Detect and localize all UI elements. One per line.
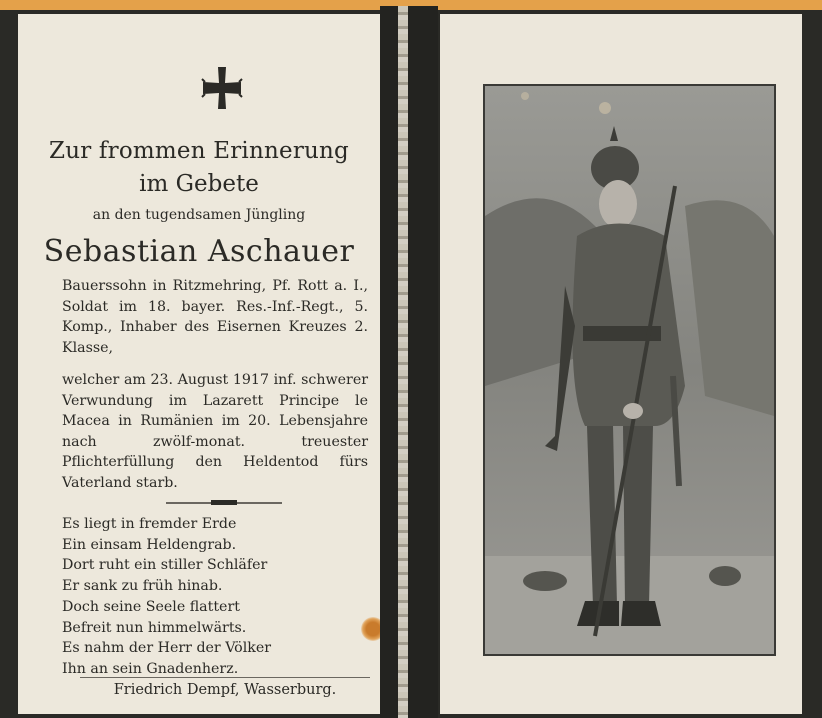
text-panel	[18, 14, 380, 714]
poem-line: Er sank zu früh hinab.	[62, 578, 223, 595]
torn-fold-line	[398, 6, 408, 718]
poem-line: Befreit nun himmelwärts.	[62, 619, 247, 636]
poem-line: Doch seine Seele flattert	[62, 598, 240, 615]
soldier-photo-illustration	[485, 86, 774, 654]
section-divider-dash	[211, 500, 237, 505]
poem-line: Ihn an sein Gnadenherz.	[62, 660, 239, 677]
iron-cross-icon	[199, 64, 245, 112]
title-line-2: im Gebete	[139, 171, 259, 197]
deceased-name: Sebastian Aschauer	[43, 234, 355, 269]
poem-line: Es nahm der Herr der Völker	[62, 640, 272, 657]
title-line-1: Zur frommen Erinnerung	[49, 138, 349, 164]
poem-line: Es liegt in fremder Erde	[62, 516, 237, 532]
bio-paragraph-1: Bauerssohn in Ritzmehring, Pf. Rott a. I., Soldat im 18. bayer. Res.-Inf.-Regt., 5. Komp., Inhaber des Eisernen Kreuzes 2. Klasse,	[62, 278, 368, 356]
poem-line: Ein einsam Heldengrab.	[62, 536, 237, 553]
soldier-photo	[483, 84, 776, 656]
card-fold-spine	[380, 6, 438, 718]
memorial-poem	[62, 514, 362, 680]
footer-rule	[80, 677, 370, 678]
printer-credit: Friedrich Dempf, Wasserburg.	[113, 682, 337, 698]
bio-paragraph-2: welcher am 23. August 1917 inf. schwerer Verwundung im Lazarett Principe le Macea in Rumänien im 20. Lebensjahre nach zwölf-monat. treuester Pflichterfüllung den Heldentod fürs Vaterland starb.	[62, 372, 368, 491]
intro-line: an den tugendsamen Jüngling	[92, 207, 306, 223]
poem-line: Dort ruht ein stiller Schläfer	[62, 557, 268, 574]
